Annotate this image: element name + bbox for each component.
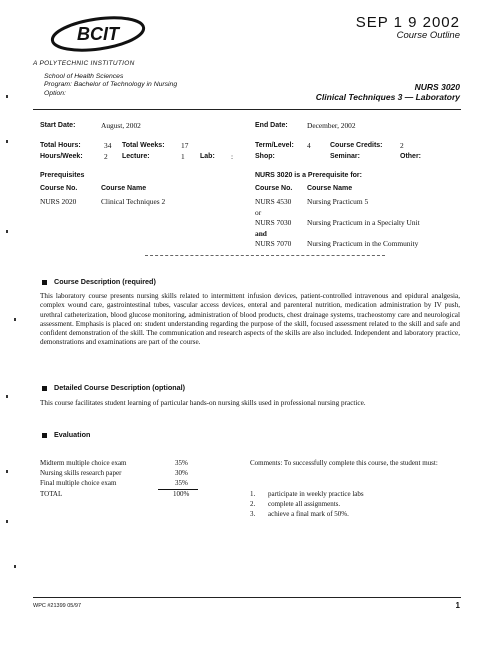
- scan-speck: [6, 140, 8, 143]
- program-name: Program: Bachelor of Technology in Nursing: [44, 81, 178, 89]
- prereq-for-title: NURS 3020 is a Prerequisite for:: [255, 172, 362, 179]
- credits-label: Course Credits:: [330, 142, 383, 149]
- eval-item-value: 30%: [175, 469, 188, 477]
- prereq-for-row-name: Nursing Practicum in a Specialty Unit: [307, 218, 420, 227]
- eval-item-label: Nursing skills research paper: [40, 469, 122, 477]
- start-date-label: Start Date:: [40, 122, 76, 129]
- requirement-number: 1.: [250, 490, 256, 498]
- hours-week-value: 2: [104, 152, 108, 161]
- detailed-description-text: This course facilitates student learning of particular hands-on nursing skills used in professional nursing practice.: [40, 399, 366, 407]
- prereq-for-conj-or: or: [255, 208, 262, 217]
- document-type: Course Outline: [396, 30, 460, 41]
- total-weeks-value: 17: [181, 141, 189, 150]
- prereq-for-col-name: Course Name: [307, 185, 353, 192]
- course-code: NURS 3020: [414, 82, 460, 92]
- school-name: School of Health Sciences: [44, 73, 124, 80]
- scan-speck: [14, 565, 16, 568]
- lab-label: Lab:: [200, 153, 215, 160]
- shop-label: Shop:: [255, 153, 275, 160]
- section-divider: [145, 255, 385, 256]
- footer-form-code: WPC #21399 05/97: [33, 603, 82, 609]
- evaluation-title: Evaluation: [54, 430, 91, 439]
- lecture-value: 1: [181, 152, 185, 161]
- prereq-row-name: Clinical Techniques 2: [101, 197, 166, 206]
- end-date-value: December, 2002: [307, 121, 356, 130]
- eval-item-value: 35%: [175, 459, 188, 467]
- credits-value: 2: [400, 141, 404, 150]
- other-label: Other:: [400, 153, 421, 160]
- course-description-title: Course Description (required): [54, 277, 156, 286]
- term-level-label: Term/Level:: [255, 142, 294, 149]
- prereq-for-col-no: Course No.: [255, 185, 293, 192]
- prereq-for-conj-and: and: [255, 229, 267, 238]
- total-hours-value: 34: [104, 141, 112, 150]
- prereq-for-row-name: Nursing Practicum in the Community: [307, 239, 419, 248]
- term-level-value: 4: [307, 141, 311, 150]
- page-number: 1: [455, 601, 460, 610]
- prereq-for-row-no: NURS 4530: [255, 197, 292, 206]
- prereq-row-no: NURS 2020: [40, 197, 77, 206]
- lab-value: :: [231, 152, 234, 161]
- requirement-text: achieve a final mark of 50%.: [268, 510, 349, 518]
- prereq-for-row-no: NURS 7030: [255, 218, 292, 227]
- start-date-value: August, 2002: [101, 121, 141, 130]
- lecture-label: Lecture:: [122, 153, 150, 160]
- requirement-text: participate in weekly practice labs: [268, 490, 364, 498]
- school-block: [44, 73, 177, 98]
- scan-speck: [6, 470, 8, 473]
- scan-speck: [14, 318, 16, 321]
- scan-speck: [6, 230, 8, 233]
- prereq-for-row-name: Nursing Practicum 5: [307, 197, 369, 206]
- footer-divider: [33, 597, 461, 598]
- end-date-label: End Date:: [255, 122, 288, 129]
- bcit-logo: [48, 14, 148, 54]
- option-label: Option:: [44, 89, 66, 97]
- detailed-description-title: Detailed Course Description (optional): [54, 383, 185, 392]
- eval-total-value: 100%: [173, 490, 190, 498]
- svg-text:BCIT: BCIT: [77, 24, 119, 44]
- eval-total-label: TOTAL: [40, 490, 63, 498]
- eval-item-value: 35%: [175, 479, 188, 487]
- prereq-col-no: Course No.: [40, 185, 78, 192]
- course-title: Clinical Techniques 3 — Laboratory: [315, 92, 460, 102]
- requirement-text: complete all assignments.: [268, 500, 341, 508]
- total-hours-label: Total Hours:: [40, 142, 81, 149]
- requirement-number: 3.: [250, 510, 256, 518]
- total-weeks-label: Total Weeks:: [122, 142, 165, 149]
- requirement-number: 2.: [250, 500, 256, 508]
- received-date-stamp: SEP 1 9 2002: [355, 14, 460, 31]
- scan-speck: [6, 395, 8, 398]
- prerequisites-title: Prerequisites: [40, 172, 85, 179]
- course-description-text: This laboratory course presents nursing skills related to intermittent infusion devices, patient-controlled intravenous and epidural analgesia, complex wound care, gastrointestinal tubes, vascular access devices, enteral and parenteral nutrition, medication administration by IV push, urethral catheterization, blood glucose monitoring, administration of blood products, chest drainage systems, tracheostomy care and neurological assessment. Emphasis is placed on: student understanding regarding the purpose of the skill, focused assessment related to the skill and safe and confident demonstration of the skill. The communication and research aspects of the skills are also included. Independent and laboratory practice, demonstrations and examinations are part of the course.: [40, 292, 460, 347]
- header-divider: [33, 109, 461, 110]
- prereq-for-row-no: NURS 7070: [255, 239, 292, 248]
- institution-tagline: A POLYTECHNIC INSTITUTION: [33, 60, 135, 67]
- eval-item-label: Midterm multiple choice exam: [40, 459, 127, 467]
- prereq-col-name: Course Name: [101, 185, 147, 192]
- bullet-square-icon: [42, 280, 47, 285]
- bullet-square-icon: [42, 386, 47, 391]
- scan-speck: [6, 520, 8, 523]
- seminar-label: Seminar:: [330, 153, 360, 160]
- eval-comments: Comments: To successfully complete this course, the student must:: [250, 459, 438, 467]
- scan-speck: [6, 95, 8, 98]
- eval-item-label: Final multiple choice exam: [40, 479, 117, 487]
- hours-week-label: Hours/Week:: [40, 153, 83, 160]
- bullet-square-icon: [42, 433, 47, 438]
